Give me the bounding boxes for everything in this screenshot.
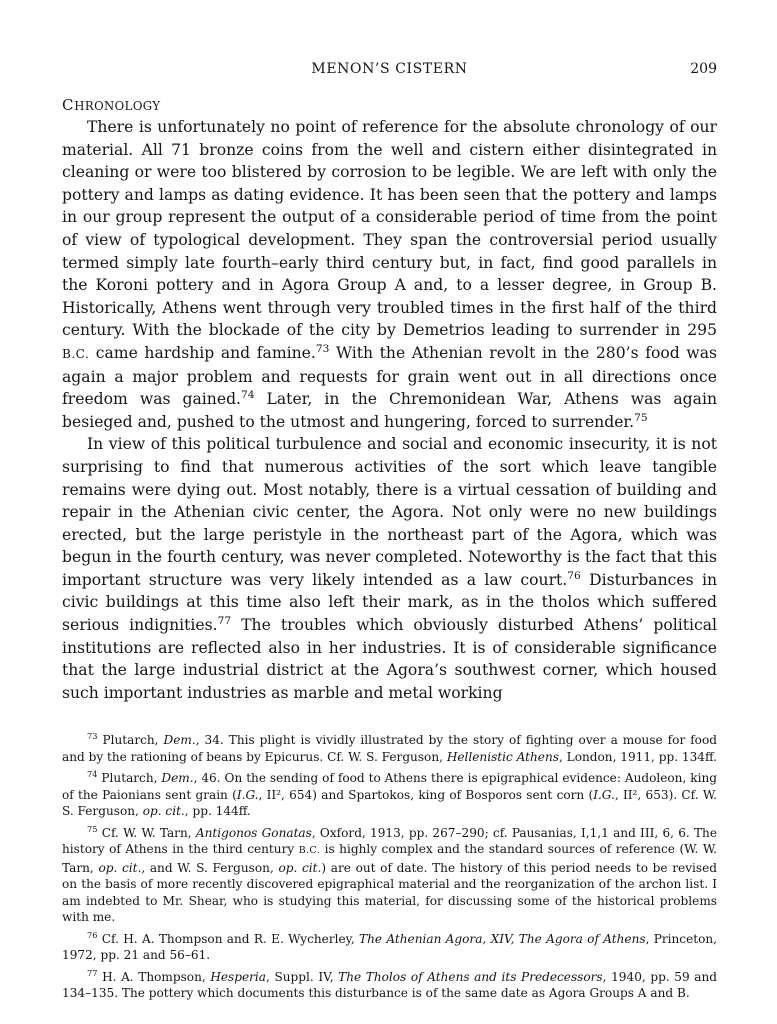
section-heading-initial: C (62, 96, 75, 114)
footnote-ref-76[interactable]: 76 (567, 569, 581, 582)
footnote-73 (62, 732, 717, 765)
footnote-text: is highly complex and the standard sources of reference (W. W. Tarn, (62, 842, 717, 875)
footnote-book-title: Hellenistic Athens (446, 749, 559, 764)
paragraph-text: Disturbances in civic buildings at this time also left their mark, as in the tholos which suffered serious indignities. (62, 570, 717, 635)
footnote-text: Cf. W. W. Tarn, (97, 825, 196, 840)
footnote-text: , Oxford, 1913, pp. 267–290; cf. Pausanias, I,1,1 and III, 6, 6. The history of Athens in the third century (62, 825, 717, 857)
footnote-number: 75 (87, 823, 98, 834)
footnote-italic: I.G. (236, 787, 259, 802)
footnote-74 (62, 770, 717, 820)
footnote-italic: op. cit. (142, 804, 185, 819)
footnote-text: , and W. S. Ferguson, (141, 860, 279, 875)
footnote-ref-77[interactable]: 77 (217, 614, 232, 627)
body-text (62, 116, 717, 704)
section-heading (62, 96, 717, 114)
footnote-text: ) are out of date. The history of this period needs to be revised on the basis of more recently discovered epigraphical material and the reorganization of the archon list. I am indebted to Mr. Shear, who is studying this material, for discussing some of the historical problems with me. (62, 860, 718, 925)
era-abbreviation: B.C. (298, 845, 321, 857)
footnote-book-title: The Athenian Agora, XIV, The Agora of Athens (359, 931, 646, 946)
paragraph-text: Later, in the Chremonidean War, Athens was again besieged and, pushed to the utmost and hungering, forced to surrender. (62, 390, 717, 431)
running-title: MENON’S CISTERN (311, 61, 468, 77)
footnote-text: , II², 654) and Spartokos, king of Bosporos sent corn ( (258, 787, 594, 802)
paragraph-text: The troubles which obviously disturbed Athens’ political institutions are reflected also in her industries. It is of considerable significance that the large industrial district at the Agora’s southwest corner, which housed such important industries as marble and metal working (62, 616, 717, 702)
footnotes (62, 732, 717, 1002)
era-abbreviation: B.C. (62, 346, 90, 361)
footnote-text: Plutarch, (97, 733, 164, 748)
footnote-text: Plutarch, (97, 771, 162, 786)
footnote-italic: Dem. (161, 771, 194, 786)
footnote-number: 73 (87, 731, 98, 742)
footnote-76 (62, 931, 717, 964)
footnote-book-title: Antigonos Gonatas (195, 825, 312, 840)
footnote-italic: I.G. (593, 787, 615, 802)
footnote-number: 76 (87, 929, 98, 940)
footnote-text: H. A. Thompson, (97, 969, 211, 984)
footnote-ref-74[interactable]: 74 (241, 388, 255, 401)
footnote-number: 77 (87, 967, 98, 978)
footnote-text: , pp. 144ff. (184, 804, 251, 819)
footnote-ref-73[interactable]: 73 (315, 342, 330, 355)
paragraph-text: With the Athenian revolt in the 280’s food was again a major problem and requests for grain went out in all directions once freedom was gained. (62, 343, 718, 409)
paragraph-text: There is unfortunately no point of reference for the absolute chronology of our material. All 71 bronze coins from the well and cistern either disintegrated in cleaning or were too blistered by corrosion to be legible. We are left with only the pottery and lamps as dating evidence. It has been seen that the pottery and lamps in our group represent the output of a considerable period of time from the point of view of typological development. They span the controversial period usually termed simply late fourth–early third century but, in fact, find good parallels in the Koroni pottery and in Agora Group A and, to a lesser degree, in Group B. Historically, Athens went through very troubled times in the first half of the third century. With the blockade of the city by Demetrios leading to surrender in 295 (62, 118, 717, 340)
footnote-book-title: The Tholos of Athens and its Predecessors (338, 969, 603, 984)
footnote-75 (62, 825, 717, 926)
footnote-text: , Suppl. IV, (266, 969, 339, 984)
footnote-text: , Princeton, 1972, pp. 21 and 56–61. (62, 931, 718, 963)
paragraph-text: In view of this political turbulence and social and economic insecurity, it is not surprising to find that numerous activities of the sort which leave tangible remains were dying out. Most notably, there is a virtual cessation of building and repair in the Athenian civic center, the Agora. Not only were no new buildings erected, but the large peristyle in the northeast part of the Agora, which was begun in the fourth century, was never completed. Noteworthy is the fact that this important structure was very likely intended as a law court. (62, 435, 717, 589)
page (62, 60, 717, 1007)
paragraph-text: came hardship and famine. (89, 343, 316, 362)
footnote-text: , 1940, pp. 59 and 134–135. The pottery which documents this disturbance is of the same date as Agora Groups A and B. (62, 969, 717, 1001)
footnote-text: , II², 653). Cf. W. S. Ferguson, (62, 787, 717, 819)
footnote-italic: Dem. (163, 733, 196, 748)
page-number: 209 (690, 61, 717, 77)
paragraph-1 (62, 116, 717, 433)
footnote-ref-75[interactable]: 75 (634, 411, 648, 424)
footnote-text: , London, 1911, pp. 134ff. (558, 749, 717, 764)
section-heading-rest: HRONOLOGY (74, 99, 161, 113)
footnote-text: , 34. This plight is vividly illustrated by the story of fighting over a mouse for food and by the rationing of beans by Epicurus. Cf. W. S. Ferguson, (62, 733, 717, 764)
running-header (62, 60, 717, 82)
footnote-77 (62, 969, 717, 1002)
footnote-text: , 46. On the sending of food to Athens there is epigraphical evidence: Audoleon, king of the Paionians sent grain ( (62, 771, 717, 802)
footnote-text: Cf. H. A. Thompson and R. E. Wycherley, (97, 931, 360, 946)
paragraph-2 (62, 433, 717, 704)
footnote-number: 74 (87, 769, 98, 780)
footnote-italic: op. cit. (278, 860, 322, 875)
footnote-journal-title: Hesperia (210, 969, 266, 984)
footnote-italic: op. cit. (98, 860, 142, 875)
